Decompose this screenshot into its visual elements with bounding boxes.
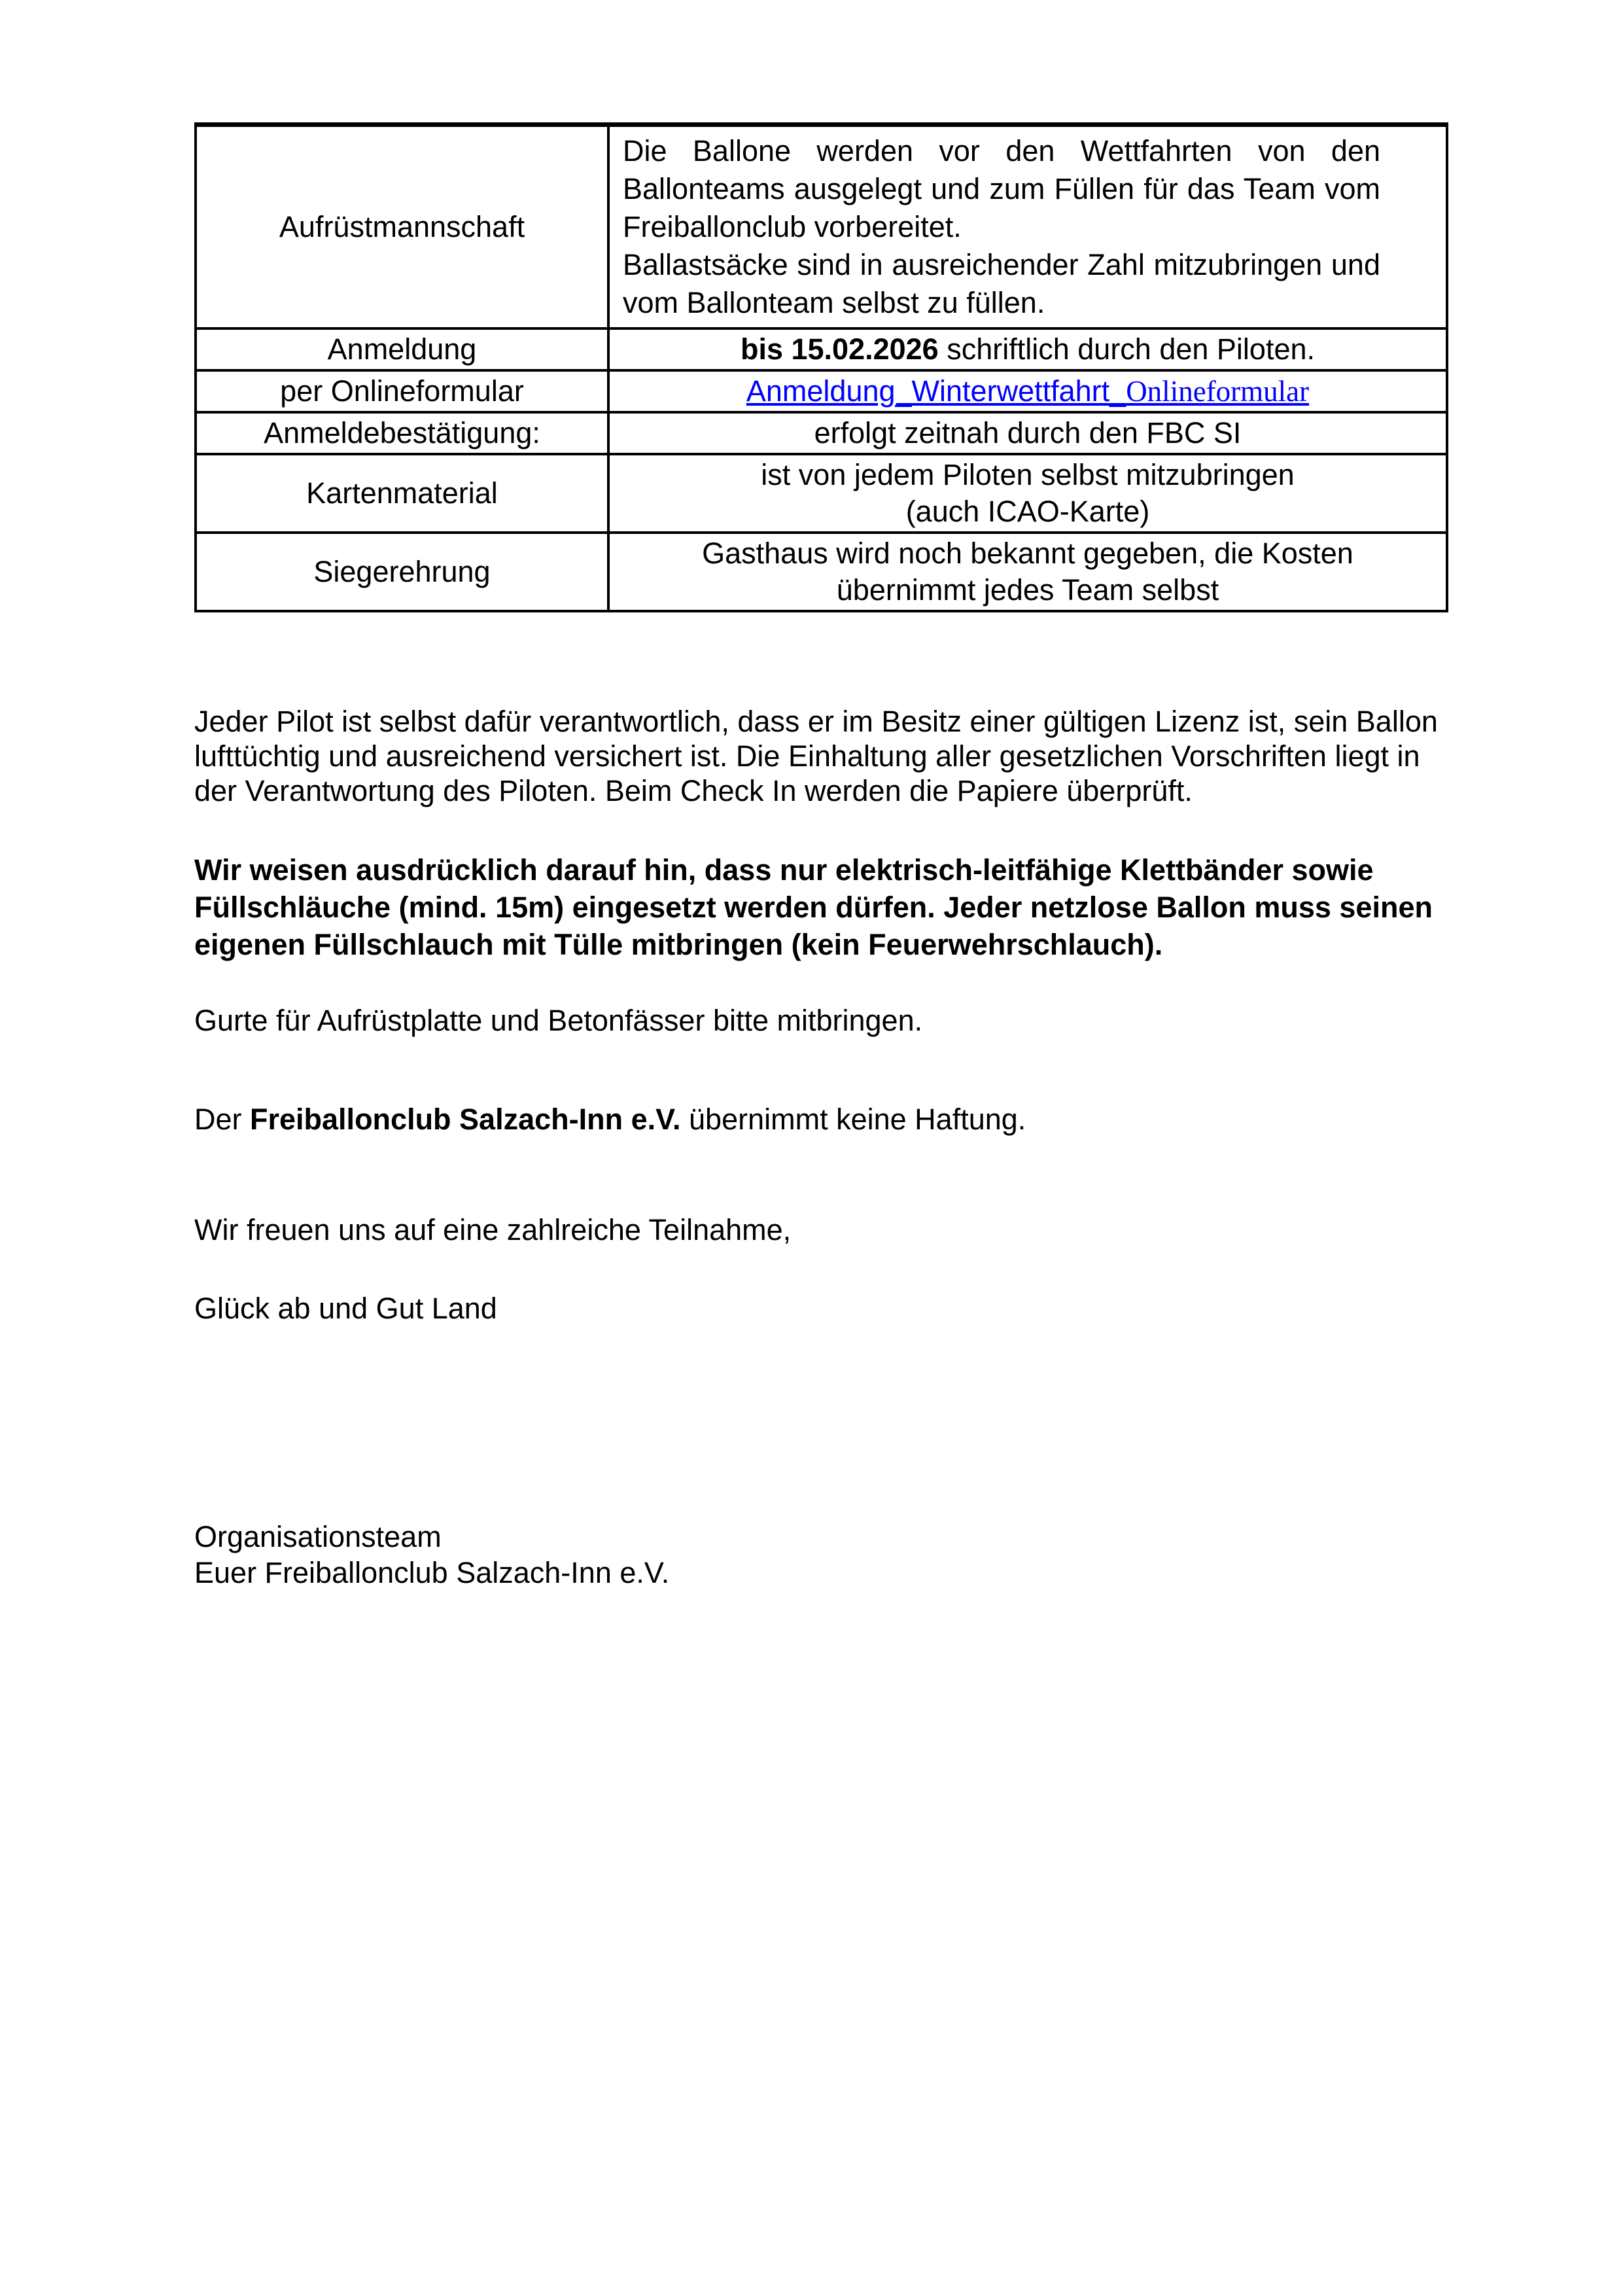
- info-table: [194, 122, 1448, 612]
- anmeldung-deadline: bis 15.02.2026: [740, 332, 939, 366]
- table-row-aufruestmannschaft: [196, 125, 1447, 329]
- siegerehrung-line-1: Gasthaus wird noch bekannt gegeben, die Kosten: [702, 537, 1353, 570]
- row-value-aufruestmannschaft: [608, 125, 1447, 329]
- row-value-siegerehrung: [608, 533, 1447, 611]
- table-row-anmeldebestaetigung: [196, 412, 1447, 454]
- kartenmaterial-line-2: (auch ICAO-Karte): [905, 495, 1150, 528]
- table-row-onlineformular: [196, 370, 1447, 412]
- paragraph-pilot-responsibility: Jeder Pilot ist selbst dafür verantwortlich, dass er im Besitz einer gültigen Lizenz ist, sein Ballon lufttüchtig und ausreichend versichert ist. Die Einhaltung aller gesetzlichen Vorschriften liegt in der Verantwortung des Piloten. Beim Check In werden die Papiere überprüft.: [194, 705, 1438, 807]
- row-label-siegerehrung: Siegerehrung: [196, 533, 608, 611]
- signature-line-club: Euer Freiballonclub Salzach-Inn e.V.: [194, 1556, 670, 1589]
- anmeldung-onlineformular-link[interactable]: [746, 374, 1309, 408]
- signature-line-organisationsteam: Organisationsteam: [194, 1520, 442, 1553]
- link-text-sans: Anmeldung_Winterwettfahrt_: [746, 374, 1126, 408]
- paragraph-teilnahme: Wir freuen uns auf eine zahlreiche Teilnahme,: [194, 1213, 792, 1246]
- signature-block: [194, 1519, 1463, 1591]
- row-label-onlineformular: per Onlineformular: [196, 370, 608, 412]
- siegerehrung-line-2: übernimmt jedes Team selbst: [836, 573, 1219, 607]
- paragraph-warning-bold: Wir weisen ausdrücklich darauf hin, dass nur elektrisch-leitfähige Klettbänder sowie Füllschläuche (mind. 15m) eingesetzt werden dürfen. Jeder netzlose Ballon muss seinen eigenen Füllschlauch mit Tülle mitbringen (kein Feuerwehrschlauch).: [194, 853, 1433, 961]
- anmeldung-deadline-rest: schriftlich durch den Piloten.: [938, 332, 1316, 366]
- row-value-anmeldebestaetigung: erfolgt zeitnah durch den FBC SI: [608, 412, 1447, 454]
- haftung-prefix: Der: [194, 1103, 251, 1136]
- table-row-siegerehrung: [196, 533, 1447, 611]
- kartenmaterial-line-1: ist von jedem Piloten selbst mitzubringen: [761, 458, 1295, 491]
- row-value-onlineformular: [608, 370, 1447, 412]
- aufruestmannschaft-paragraph-1: Die Ballone werden vor den Wettfahrten von den Ballonteams ausgelegt und zum Füllen für das Team vom Freiballonclub vorbereitet.: [623, 134, 1380, 243]
- link-text-serif: Onlineformular: [1126, 375, 1310, 408]
- row-label-anmeldung: Anmeldung: [196, 328, 608, 370]
- paragraph-gurte: Gurte für Aufrüstplatte und Betonfässer bitte mitbringen.: [194, 1004, 923, 1037]
- haftung-club-name: Freiballonclub Salzach-Inn e.V.: [250, 1103, 681, 1136]
- row-label-anmeldebestaetigung: Anmeldebestätigung:: [196, 412, 608, 454]
- row-label-kartenmaterial: Kartenmaterial: [196, 454, 608, 533]
- row-value-kartenmaterial: [608, 454, 1447, 533]
- row-value-anmeldung: [608, 328, 1447, 370]
- aufruestmannschaft-paragraph-2: Ballastsäcke sind in ausreichender Zahl mitzubringen und vom Ballonteam selbst zu füllen.: [623, 248, 1380, 319]
- table-row-anmeldung: [196, 328, 1447, 370]
- haftung-suffix: übernimmt keine Haftung.: [680, 1103, 1026, 1136]
- paragraph-glueck-ab: Glück ab und Gut Land: [194, 1292, 497, 1325]
- body-text: [194, 704, 1463, 1591]
- row-label-aufruestmannschaft: Aufrüstmannschaft: [196, 125, 608, 329]
- table-row-kartenmaterial: [196, 454, 1447, 533]
- paragraph-haftung: [194, 1102, 1463, 1137]
